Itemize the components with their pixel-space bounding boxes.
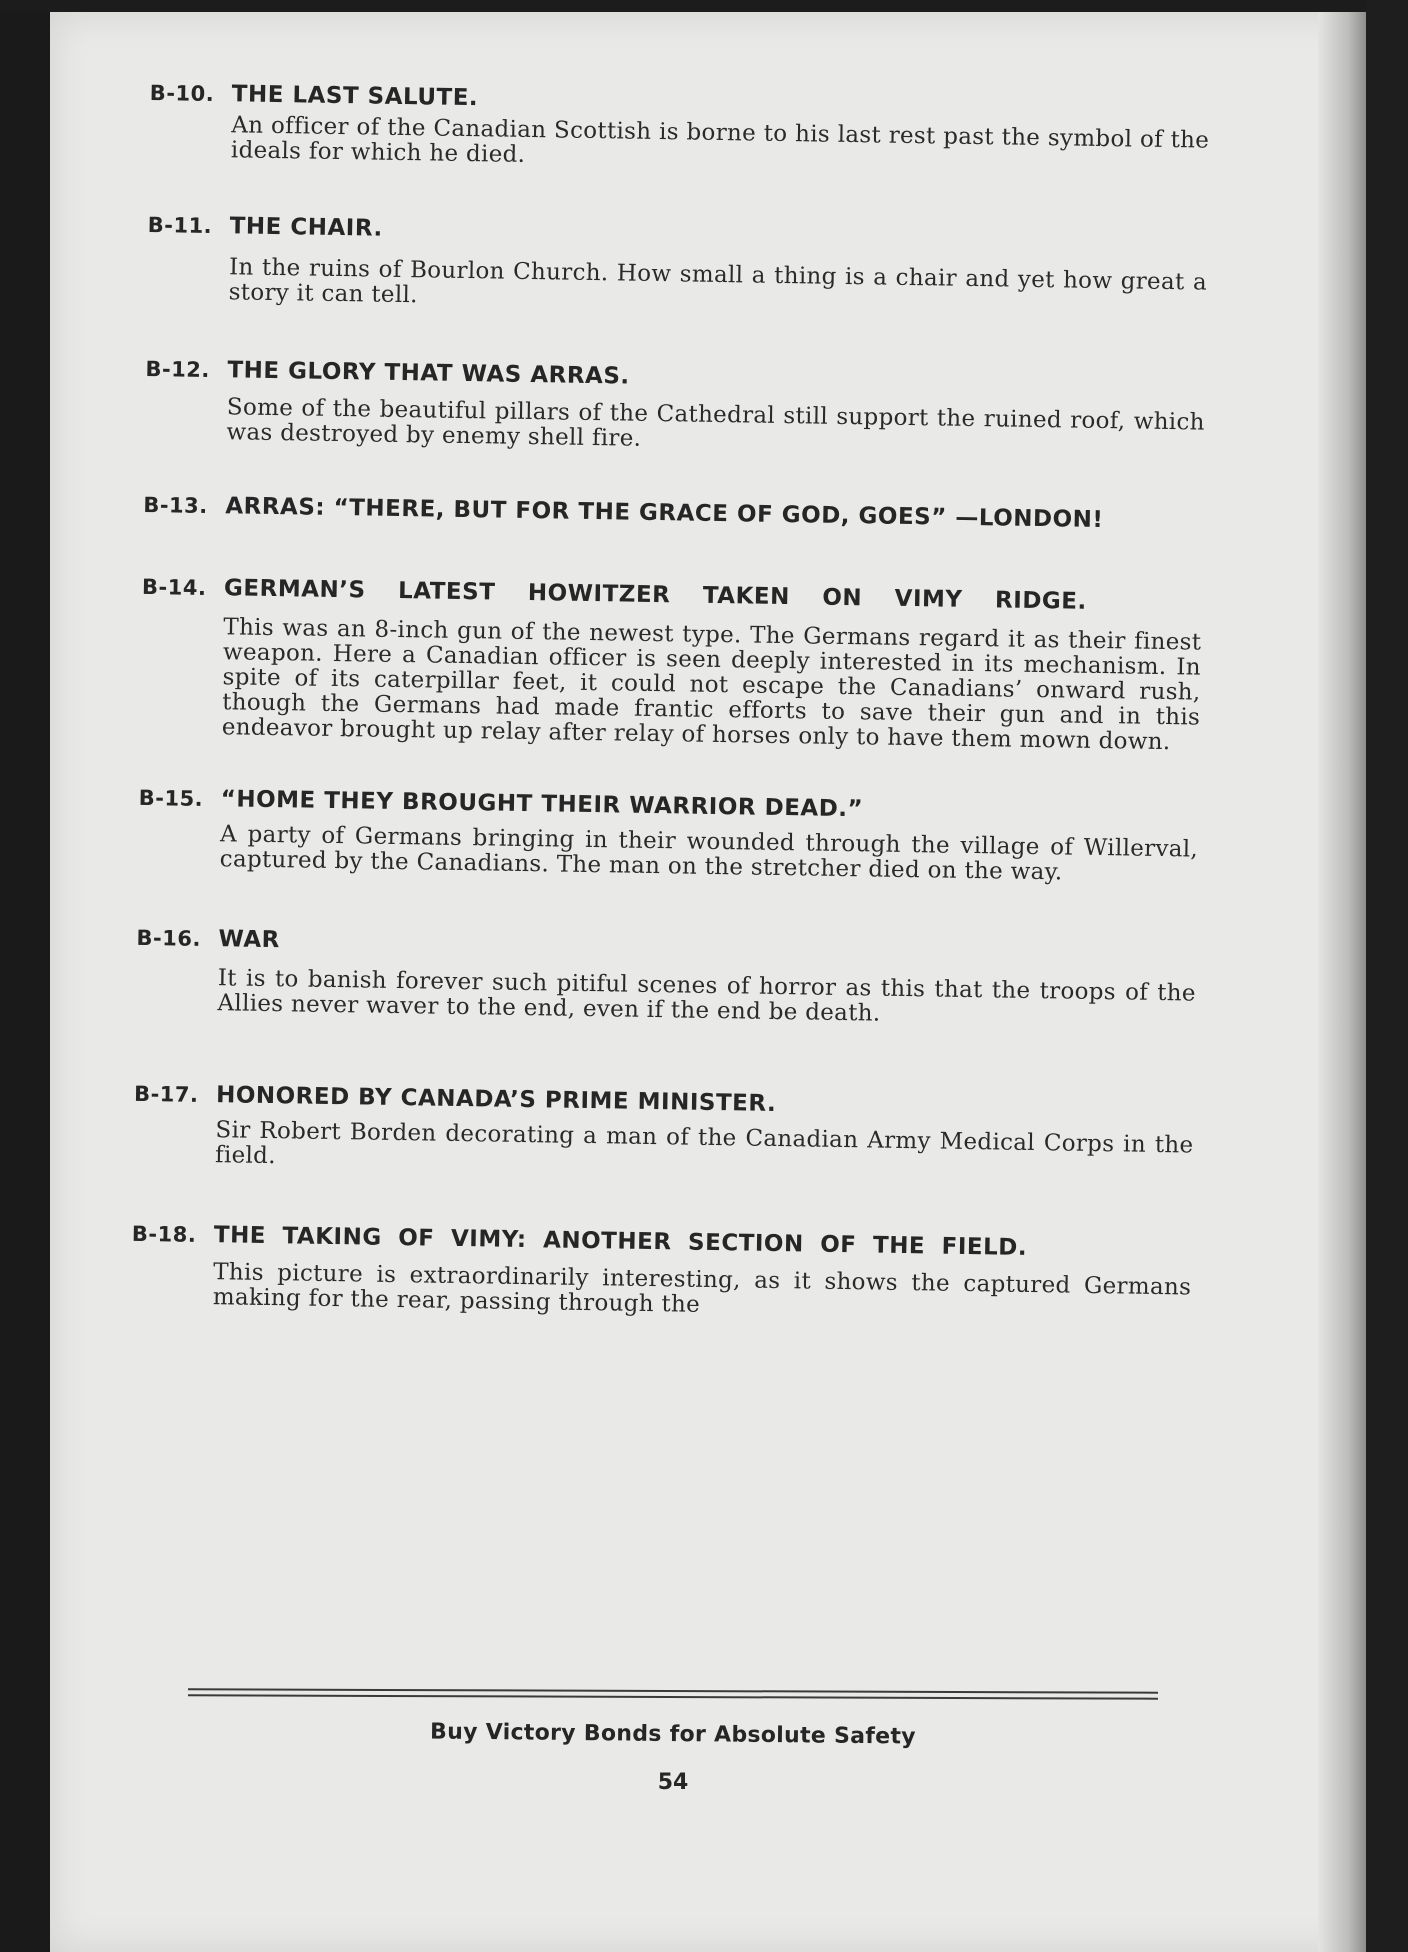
page-number: 54 [657,1770,689,1795]
entries-list [131,80,1210,1325]
entry-title: “HOME THEY BROUGHT THEIR WARRIOR DEAD.” [220,786,864,823]
entry-code: B-10. [149,80,215,107]
entry-code: B-11. [147,212,213,238]
entry-title: ARRAS: “THERE, BUT FOR THE GRACE OF GOD, GOES” —LONDON! [225,493,1104,534]
scan-border-right [1366,0,1408,1952]
entry-b12 [144,356,1205,461]
entry-b16 [135,925,1196,1032]
entry-title: THE GLORY THAT WAS ARRAS. [227,357,630,390]
entry-code: B-15. [138,785,204,811]
entry-title: WAR [218,926,281,954]
entry-code: B-18. [131,1221,197,1247]
entry-title: HONORED BY CANADA’S PRIME MINISTER. [215,1082,777,1117]
entry-code: B-12. [145,356,211,382]
footer-slogan: Buy Victory Bonds for Absolute Safety [429,1719,917,1750]
entry-body: A party of Germans bringing in their wounded through the village of Willerval, captured by the Canadians. The man on the stretcher died on the way. [219,821,1199,886]
entry-b17 [133,1081,1194,1184]
entry-code: B-13. [143,492,208,518]
entry-code: B-16. [136,925,202,951]
entry-body: It is to banish forever such pitiful scenes of horror as this that the troops of the Allies never waver to the end, even if the end be death. [217,965,1196,1027]
entry-title: GERMAN’S LATEST HOWITZER TAKEN ON VIMY RIDGE. [223,575,1087,615]
entry-body: This was an 8-inch gun of the newest type. The Germans regard it as their finest weapon. Here a Canadian officer is seen deeply interested in its mechanism. In spite of its caterpillar feet, it could not escape the Canadians’ onward rush, though the Germans had made frantic efforts to save their gun and in this endeavor brought up relay after relay of horses only to have them mown down. [221,614,1202,756]
entry-b11 [146,212,1207,321]
page-edge-shadow [1318,12,1366,1952]
entry-body: In the ruins of Bourlon Church. How small a thing is a chair and yet how great a story it can tell. [228,254,1208,309]
entry-title: THE CHAIR. [229,213,383,242]
scan-border-top [0,0,1408,12]
entry-body: Sir Robert Borden decorating a man of the Canadian Army Medical Corps in the field. [214,1117,1194,1170]
entry-title: THE LAST SALUTE. [231,81,479,112]
entry-b18 [131,1221,1192,1326]
entry-body: This picture is extraordinarily interesting, as it shows the captured Germans making for the rear, passing through the [212,1259,1192,1318]
entry-code: B-14. [141,574,207,600]
entry-title: THE TAKING OF VIMY: ANOTHER SECTION OF THE FIELD. [213,1222,1028,1261]
entry-body: Some of the beautiful pillars of the Cathedral still support the ruined roof, which was destroyed by enemy shell fire. [226,394,1205,452]
entry-body: An officer of the Canadian Scottish is borne to his last rest past the symbol of the ideals for which he died. [230,112,1210,168]
entry-b10 [149,80,1210,179]
entry-b14 [140,574,1202,756]
entry-code: B-17. [133,1081,199,1107]
entry-b13 [143,492,1203,535]
entry-b15 [138,785,1199,888]
